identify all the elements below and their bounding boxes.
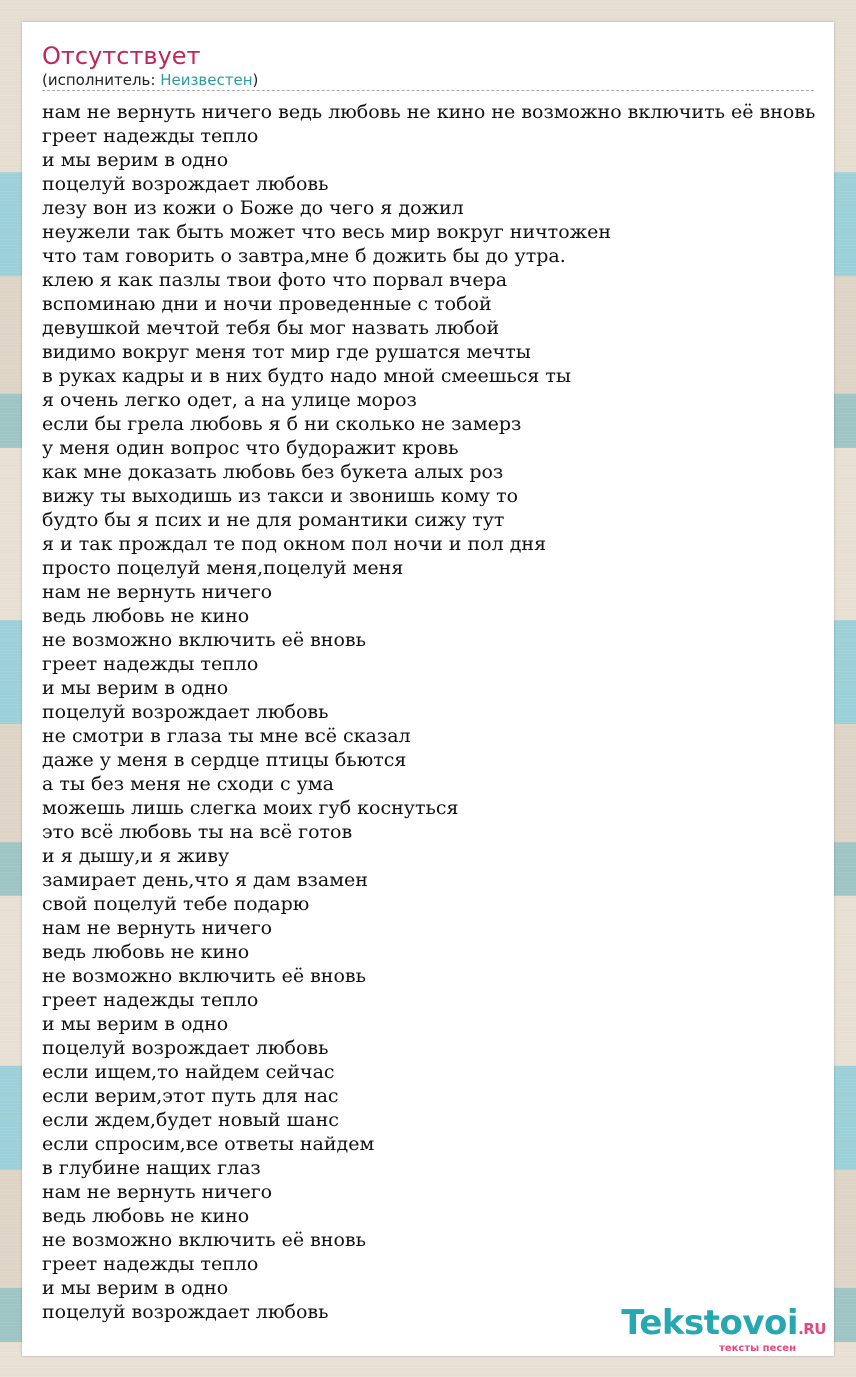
lyric-line: ведь любовь не кино <box>42 941 250 963</box>
lyric-line: вспоминаю дни и ночи проведенные с тобой <box>42 293 492 315</box>
lyric-line: не возможно включить её вновь <box>42 1229 366 1251</box>
performer-line <box>42 71 258 89</box>
lyric-line: нам не вернуть ничего ведь любовь не кино не возможно включить её вновь <box>42 101 816 123</box>
lyric-line: можешь лишь слегка моих губ коснуться <box>42 797 459 819</box>
lyric-line: греет надежды тепло <box>42 653 259 675</box>
lyric-line: греет надежды тепло <box>42 989 259 1011</box>
lyric-line: и мы верим в одно <box>42 677 229 699</box>
lyric-line: ведь любовь не кино <box>42 605 250 627</box>
lyric-line: греет надежды тепло <box>42 1253 259 1275</box>
lyric-line: будто бы я псих и не для романтики сижу тут <box>42 509 505 531</box>
lyric-line: если ждем,будет новый шанс <box>42 1109 339 1131</box>
lyric-line: а ты без меня не сходи с ума <box>42 773 334 795</box>
lyric-line: если верим,этот путь для нас <box>42 1085 339 1107</box>
lyric-line: поцелуй возрождает любовь <box>42 1301 329 1323</box>
lyric-line: если ищем,то найдем сейчас <box>42 1061 335 1083</box>
lyric-line: не возможно включить её вновь <box>42 629 366 651</box>
title-divider <box>42 90 814 91</box>
lyric-line: если спросим,все ответы найдем <box>42 1133 375 1155</box>
lyric-line: не возможно включить её вновь <box>42 965 366 987</box>
lyric-line: как мне доказать любовь без букета алых роз <box>42 461 504 483</box>
lyric-line: если бы грела любовь я б ни сколько не замерз <box>42 413 522 435</box>
lyric-line: и я дышу,и я живу <box>42 845 230 867</box>
logo-name: Tekstovoi <box>621 1303 799 1343</box>
lyric-line: нам не вернуть ничего <box>42 917 273 939</box>
lyric-line: ведь любовь не кино <box>42 1205 250 1227</box>
lyric-line: замирает день,что я дам взамен <box>42 869 368 891</box>
performer-suffix: ) <box>252 71 259 89</box>
lyric-line: в руках кадры и в них будто надо мной смеешься ты <box>42 365 572 387</box>
lyric-line: у меня один вопрос что будоражит кровь <box>42 437 459 459</box>
lyric-line: лезу вон из кожи о Боже до чего я дожил <box>42 197 464 219</box>
lyric-line: поцелуй возрождает любовь <box>42 173 329 195</box>
lyric-line: я и так прождал те под окном пол ночи и пол дня <box>42 533 547 555</box>
performer-prefix: (исполнитель: <box>42 71 161 89</box>
lyric-line: нам не вернуть ничего <box>42 581 273 603</box>
lyric-line: неужели так быть может что весь мир вокруг ничтожен <box>42 221 612 243</box>
lyric-line: даже у меня в сердце птицы бьются <box>42 749 407 771</box>
song-title: Отсутствует <box>42 42 201 70</box>
lyric-line: и мы верим в одно <box>42 1013 229 1035</box>
lyric-line: свой поцелуй тебе подарю <box>42 893 310 915</box>
lyric-line: поцелуй возрождает любовь <box>42 1037 329 1059</box>
logo-wordmark <box>621 1303 826 1346</box>
lyric-line: нам не вернуть ничего <box>42 1181 273 1203</box>
lyric-line: и мы верим в одно <box>42 1277 229 1299</box>
lyric-line: я очень легко одет, а на улице мороз <box>42 389 417 411</box>
lyrics-card <box>22 22 834 1356</box>
lyric-line: что там говорить о завтра,мне б дожить бы до утра. <box>42 245 566 267</box>
lyric-line: греет надежды тепло <box>42 125 259 147</box>
lyric-line: вижу ты выходишь из такси и звонишь кому то <box>42 485 519 507</box>
lyric-line: поцелуй возрождает любовь <box>42 701 329 723</box>
lyric-line: это всё любовь ты на всё готов <box>42 821 353 843</box>
lyric-line: видимо вокруг меня тот мир где рушатся мечты <box>42 341 531 363</box>
logo-tagline: тексты песен <box>719 1343 796 1354</box>
lyric-line: клею я как пазлы твои фото что порвал вчера <box>42 269 508 291</box>
lyric-line: в глубине нащих глаз <box>42 1157 261 1179</box>
lyric-line: девушкой мечтой тебя бы мог назвать любой <box>42 317 500 339</box>
lyric-line: не смотри в глаза ты мне всё сказал <box>42 725 411 747</box>
site-logo[interactable] <box>621 1303 826 1354</box>
logo-tld: .RU <box>798 1320 826 1338</box>
lyric-line: просто поцелуй меня,поцелуй меня <box>42 557 404 579</box>
artist-link[interactable]: Неизвестен <box>160 71 253 89</box>
lyrics-text <box>42 100 856 1324</box>
lyric-line: и мы верим в одно <box>42 149 229 171</box>
